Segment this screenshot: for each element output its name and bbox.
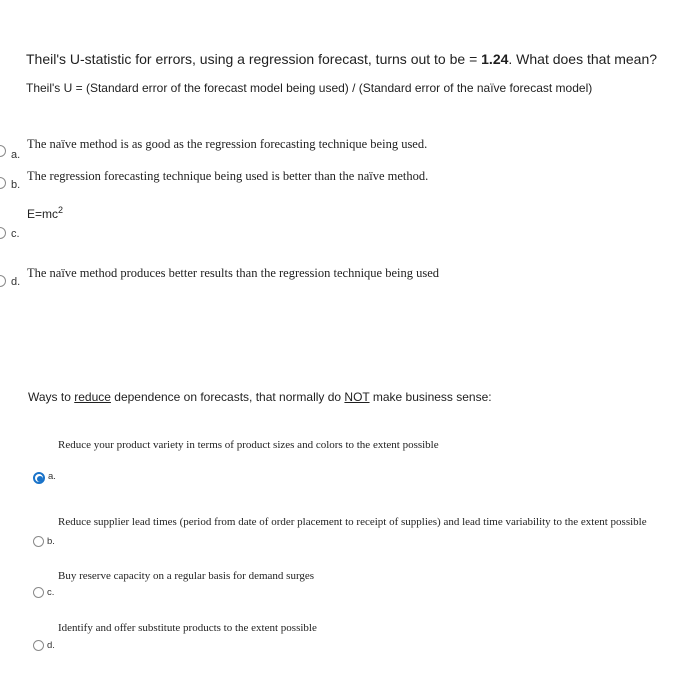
question1-prompt-end: . What does that mean?	[508, 51, 658, 67]
q2-option-a-letter: a.	[48, 471, 56, 482]
question2-prompt-end: make business sense:	[369, 390, 492, 404]
q2-option-a-radio[interactable]	[33, 472, 45, 484]
question1-prompt-value: 1.24	[481, 51, 509, 67]
q2-option-a-text[interactable]: Reduce your product variety in terms of product sizes and colors to the extent possible	[58, 439, 439, 451]
q2-option-c-letter: c.	[47, 587, 55, 598]
question2-prompt-not: NOT	[344, 390, 370, 404]
q1-option-c-radio[interactable]	[0, 227, 6, 239]
q1-option-a-radio[interactable]	[0, 145, 6, 157]
question2-prompt	[28, 390, 492, 404]
question1-formula: Theil's U = (Standard error of the forecast model being used) / (Standard error of the naïve forecast model)	[26, 81, 593, 95]
q2-option-b-letter: b.	[47, 536, 55, 547]
q1-option-c-letter: c.	[11, 228, 20, 240]
q1-option-d-radio[interactable]	[0, 275, 6, 287]
question2-prompt-middle: dependence on forecasts, that normally do	[110, 390, 345, 404]
q2-option-d-radio[interactable]	[33, 640, 44, 651]
q1-option-c-formula: E=mc	[27, 207, 59, 221]
question2-prompt-start: Ways to	[28, 390, 75, 404]
q1-option-d-text[interactable]: The naïve method produces better results than the regression technique being used	[27, 266, 440, 280]
q1-option-b-letter: b.	[11, 179, 21, 191]
q1-option-b-radio[interactable]	[0, 177, 6, 189]
question1-prompt	[26, 51, 657, 67]
q2-option-b-text[interactable]: Reduce supplier lead times (period from date of order placement to receipt of supplies) and lead time variability to the extent possible	[58, 516, 647, 528]
question1-prompt-text: Theil's U-statistic for errors, using a regression forecast, turns out to be =	[26, 51, 482, 67]
q1-option-c-text[interactable]	[27, 205, 63, 221]
q2-option-d-letter: d.	[47, 640, 55, 651]
q2-option-c-radio[interactable]	[33, 587, 44, 598]
q2-option-b-radio[interactable]	[33, 536, 44, 547]
q1-option-b-text[interactable]: The regression forecasting technique being used is better than the naïve method.	[27, 169, 429, 183]
q1-option-a-text[interactable]: The naïve method is as good as the regression forecasting technique being used.	[27, 137, 428, 151]
question2-prompt-reduce: reduce	[74, 390, 111, 404]
q2-option-d-text[interactable]: Identify and offer substitute products to the extent possible	[58, 622, 317, 634]
q2-option-c-text[interactable]: Buy reserve capacity on a regular basis for demand surges	[58, 570, 315, 582]
q1-option-a-letter: a.	[11, 149, 21, 161]
q1-option-c-exponent: 2	[58, 205, 64, 215]
q1-option-d-letter: d.	[11, 276, 21, 288]
